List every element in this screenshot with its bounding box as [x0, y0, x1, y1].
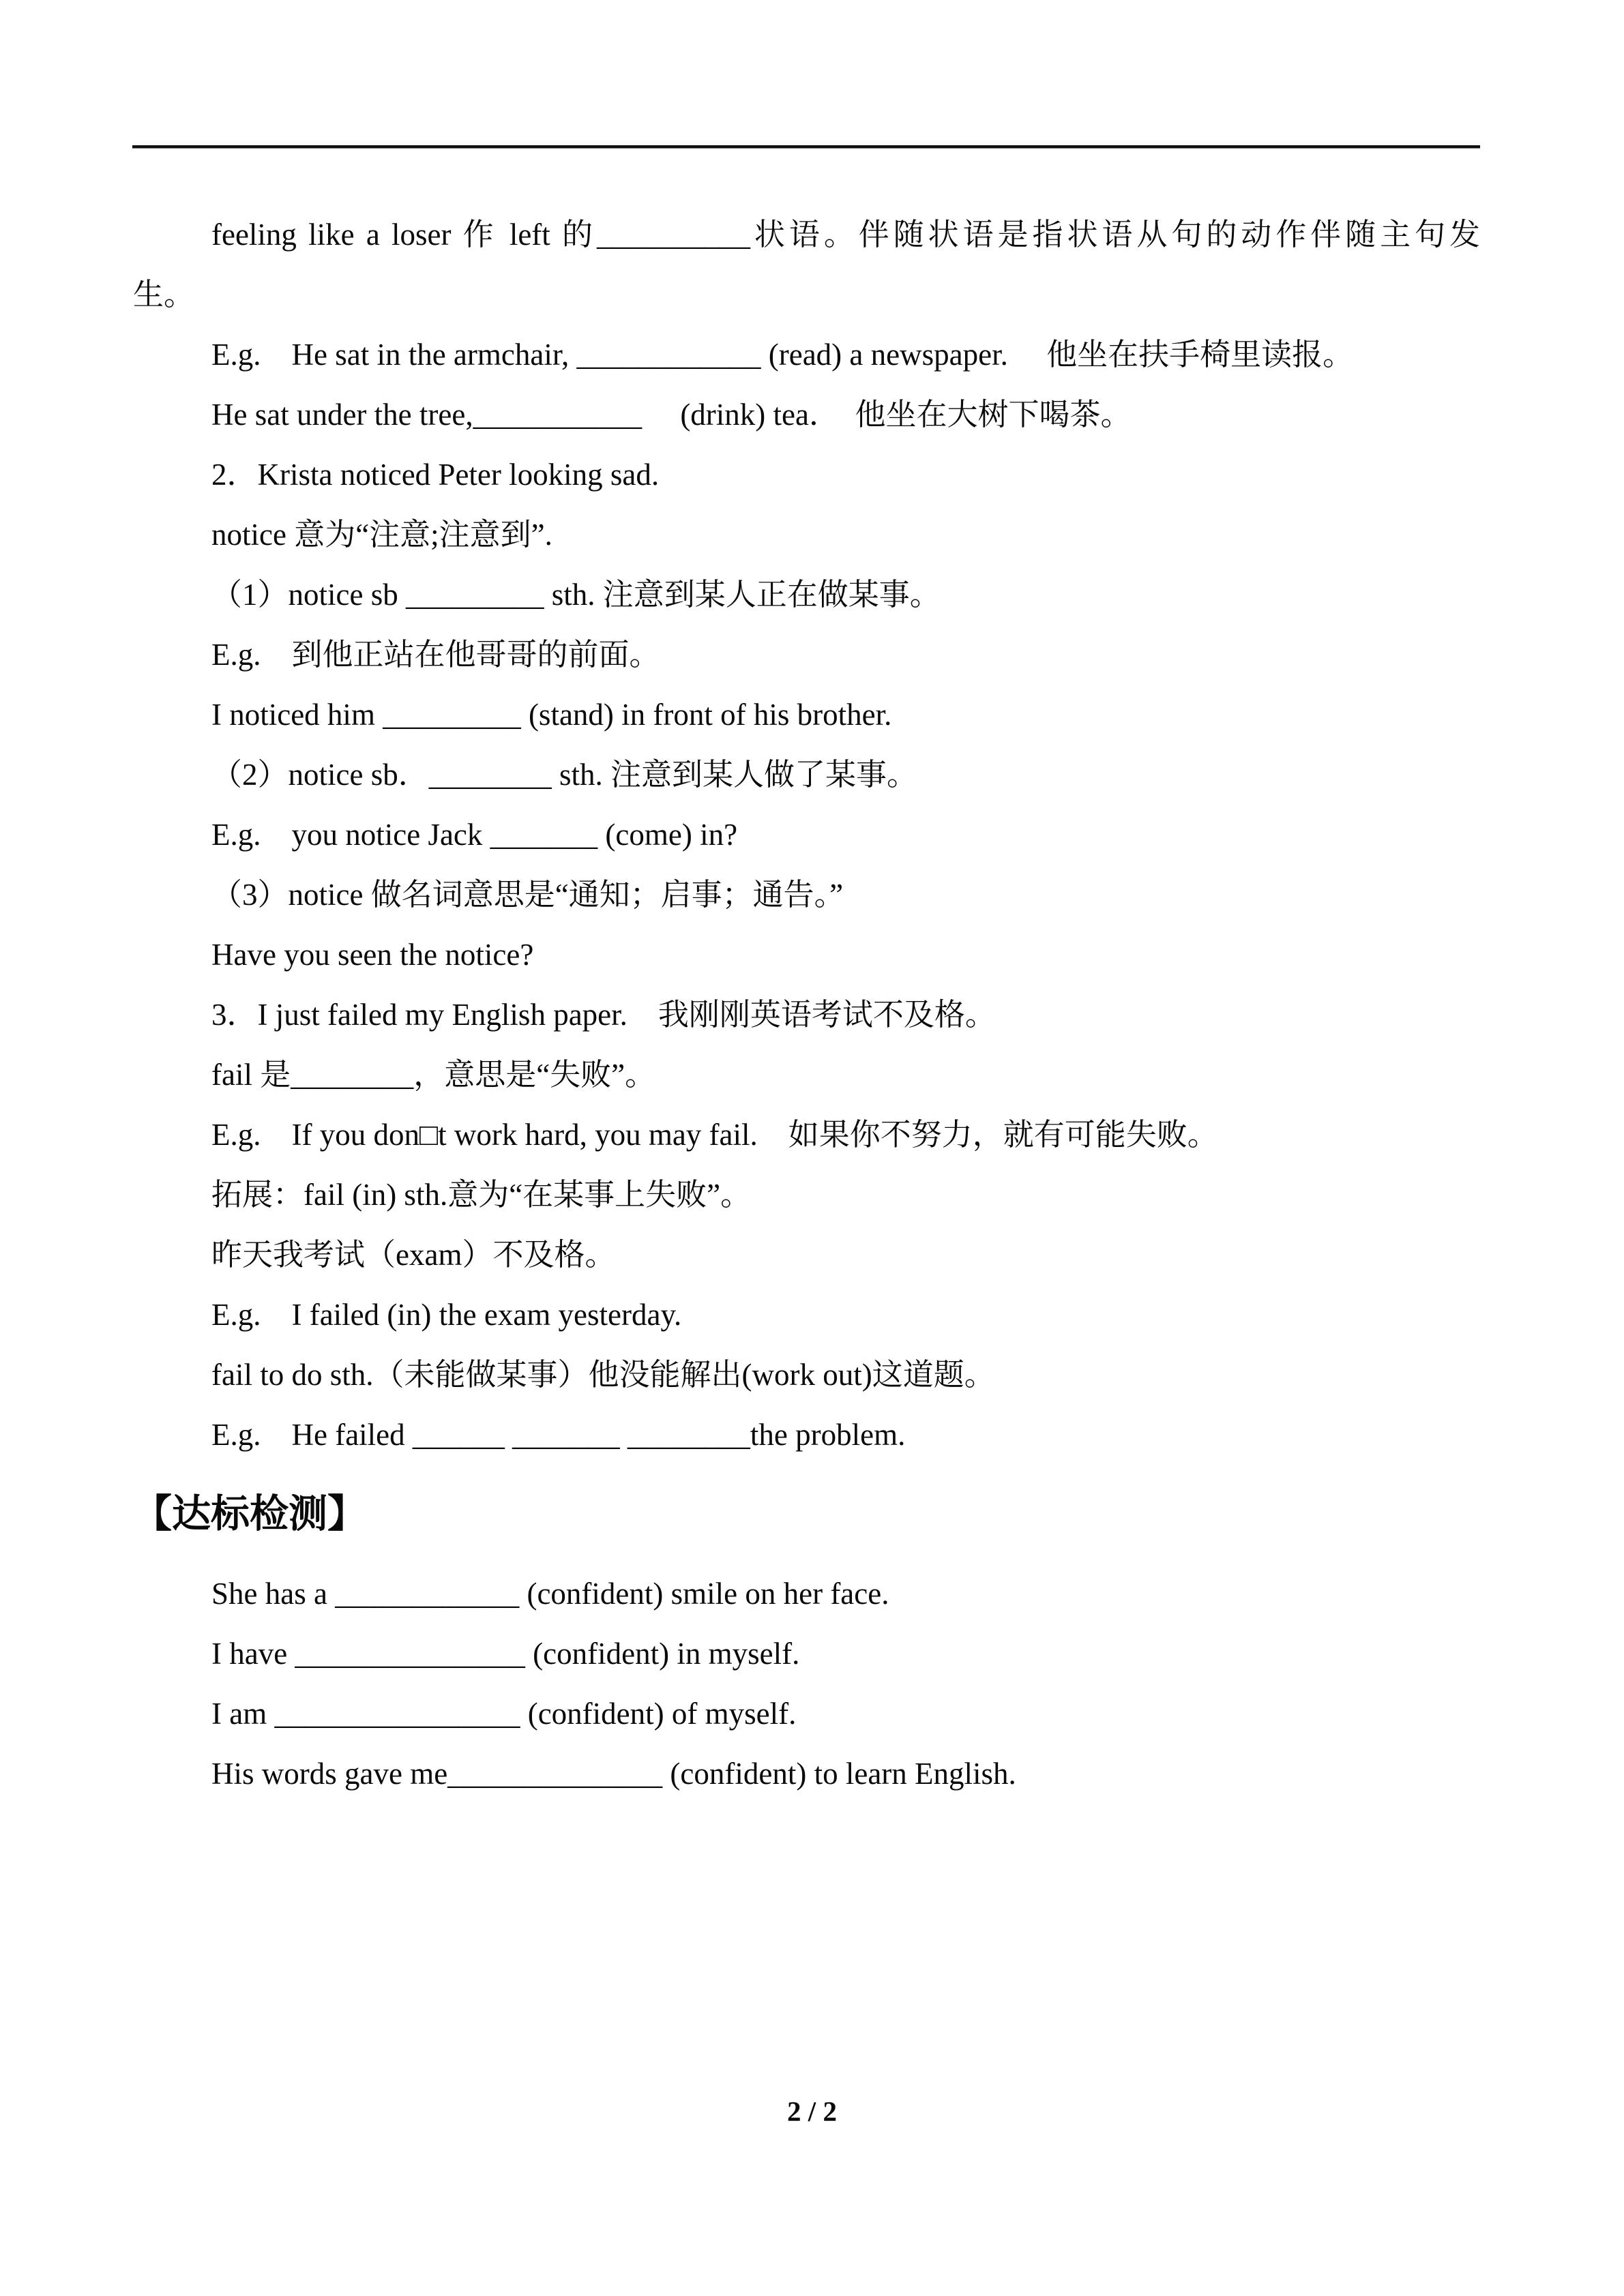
document-body: [133, 205, 1480, 1804]
section-heading: 【达标检测】: [133, 1493, 366, 1536]
text-line: He sat under the tree,___________ (drink) tea． 他坐在大树下喝茶。: [211, 398, 1132, 432]
text-line: fail to do sth.（未能做某事）他没能解出(work out)这道题。: [211, 1358, 995, 1392]
text-line: （3）notice 做名词意思是“通知；启事；通告。”: [211, 878, 844, 912]
text-line: E.g. He sat in the armchair, ____________ (read) a newspaper. 他坐在扶手椅里读报。: [211, 338, 1354, 372]
text-line: I have _______________ (confident) in myself.: [211, 1637, 800, 1671]
text-line: 昨天我考试（exam）不及格。: [211, 1238, 616, 1272]
text-line: 生。: [133, 278, 195, 312]
text-line: feeling like a loser 作 left 的__________状语。伴随状语是指状语从句的动作伴随主句发: [211, 218, 1480, 252]
text-line: I noticed him _________ (stand) in front of his brother.: [211, 698, 892, 732]
text-line: E.g. If you don□t work hard, you may fail. 如果你不努力，就有可能失败。: [211, 1118, 1218, 1152]
header-rule: [132, 145, 1480, 149]
text-line: （2）notice sb．________ sth. 注意到某人做了某事。: [211, 758, 917, 792]
text-line: E.g. He failed ______ _______ ________the problem.: [211, 1418, 906, 1452]
text-line: She has a ____________ (confident) smile on her face.: [211, 1577, 889, 1611]
text-line: His words gave me______________ (confident) to learn English.: [211, 1757, 1016, 1791]
text-line: 3．I just failed my English paper. 我刚刚英语考试不及格。: [211, 998, 996, 1032]
text-line: 2．Krista noticed Peter looking sad.: [211, 458, 660, 492]
text-line: Have you seen the notice?: [211, 938, 534, 972]
text-line: notice 意为“注意;注意到”.: [211, 518, 552, 552]
text-line: （1）notice sb _________ sth. 注意到某人正在做某事。: [211, 578, 941, 612]
text-line: E.g. I failed (in) the exam yesterday.: [211, 1298, 682, 1332]
text-line: I am ________________ (confident) of myself.: [211, 1697, 797, 1731]
text-line: 拓展：fail (in) sth.意为“在某事上失败”。: [211, 1178, 752, 1212]
page-number: 2 / 2: [787, 2096, 837, 2127]
text-line: fail 是________，意思是“失败”。: [211, 1058, 656, 1092]
text-line: E.g. you notice Jack _______ (come) in?: [211, 818, 738, 852]
text-line: E.g. 到他正站在他哥哥的前面。: [211, 638, 660, 672]
